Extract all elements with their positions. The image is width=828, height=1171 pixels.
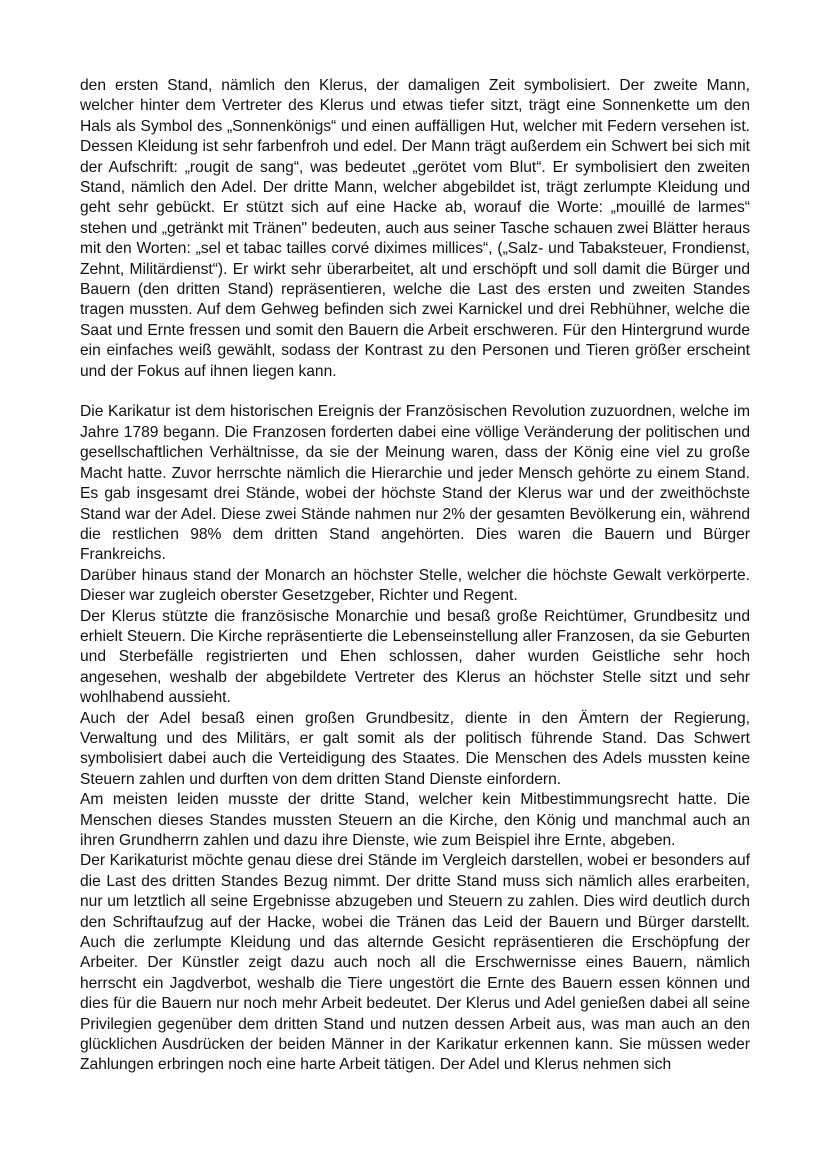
paragraph-description: den ersten Stand, nämlich den Klerus, der damaligen Zeit symbolisiert. Der zweite Mann, welcher hinter dem Vertreter des Klerus und etwas tiefer sitzt, trägt eine Sonnenkette um den Hals als Symbol des „Sonnenkönigs“ und einen auffälligen Hut, welcher mit Federn versehen ist. Dessen Kleidung ist sehr farbenfroh und edel. Der Mann trägt außerdem ein Schwert bei sich mit der Aufschrift: „rougit de sang“, was bedeutet „gerötet vom Blut“. Er symbolisiert den zweiten Stand, nämlich den Adel. Der dritte Mann, welcher abgebildet ist, trägt zerlumpte Kleidung und geht sehr gebückt. Er stützt sich auf eine Hacke ab, worauf die Worte: „mouillé de larmes“ stehen und „getränkt mit Tränen" bedeuten, auch aus seiner Tasche schauen zwei Blätter heraus mit den Worten: „sel et tabac tailles corvé diximes millices“, („Salz- und Tabaksteuer, Frondienst, Zehnt, Militärdienst“). Er wirkt sehr überarbeitet, alt und erschöpft und soll damit die Bürger und Bauern (den dritten Stand) repräsentieren, welche die Last des ersten und zweiten Standes tragen mussten. Auf dem Gehweg befinden sich zwei Karnickel und drei Rebhühner, welche die Saat und Ernte fressen und somit den Bauern die Arbeit erschweren. Für den Hintergrund wurde ein einfaches weiß gewählt, sodass der Kontrast zu den Personen und Tieren größer erscheint und der Fokus auf ihnen liegen kann. <box>80 77 750 380</box>
paragraph-interpretation: Der Karikaturist möchte genau diese drei Stände im Vergleich darstellen, wobei er besonders auf die Last des dritten Standes Bezug nimmt. Der dritte Stand muss sich nämlich alles erarbeiten, nur um letztlich all seine Ergebnisse abzugeben und Steuern zu zahlen. Dies wird deutlich durch den Schriftaufzug auf der Hacke, wobei die Tränen das Leid der Bauern und Bürger darstellt. Auch die zerlumpte Kleidung und das alternde Gesicht repräsentieren die Erschöpfung der Arbeiter. Der Künstler zeigt dazu auch noch all die Erschwernisse eines Bauern, nämlich herrscht ein Jagdverbot, weshalb die Tiere ungestört die Ernte des Bauern essen können und dies für die Bauern nur noch mehr Arbeit bedeutet. Der Klerus und Adel genießen dabei all seine Privilegien gegenüber dem dritten Stand und nutzen dessen Arbeit aus, was man auch an den glücklichen Ausdrücken der beiden Männer in der Karikatur erkennen kann. Sie müssen weder Zahlungen erbringen noch eine harte Arbeit tätigen. Der Adel und Klerus nehmen sich <box>80 852 750 1074</box>
paragraph-historical-context: Die Karikatur ist dem historischen Ereignis der Französischen Revolution zuzuordnen, welche im Jahre 1789 begann. Die Franzosen forderten dabei eine völlige Veränderung der politischen und gesellschaftlichen Verhältnisse, da sie der Meinung waren, dass der König eine viel zu große Macht hatte. Zuvor herrschte nämlich die Hierarchie und jeder Mensch gehörte zu einem Stand. Es gab insgesamt drei Stände, wobei der höchste Stand der Klerus war und der zweithöchste Stand war der Adel. Diese zwei Stände nahmen nur 2% der gesamten Bevölkerung ein, während die restlichen 98% dem dritten Stand angehörten. Dies waren die Bauern und Bürger Frankreichs. <box>80 403 750 564</box>
paragraph-monarch: Darüber hinaus stand der Monarch an höchster Stelle, welcher die höchste Gewalt verkörperte. Dieser war zugleich oberster Gesetzgeber, Richter und Regent. <box>80 566 750 605</box>
paragraph-nobility: Auch der Adel besaß einen großen Grundbesitz, diente in den Ämtern der Regierung, Verwaltung und des Militärs, er galt somit als der politisch führende Stand. Das Schwert symbolisiert dabei auch die Verteidigung des Staates. Die Menschen des Adels mussten keine Steuern zahlen und durften von dem dritten Stand Dienste einfordern. <box>80 709 750 788</box>
paragraph-clergy: Der Klerus stützte die französische Monarchie und besaß große Reichtümer, Grundbesitz und erhielt Steuern. Die Kirche repräsentierte die Lebenseinstellung aller Franzosen, da sie Geburten und Sterbefälle registrierten und Ehen schlossen, daher wurden Geistliche sehr hoch angesehen, weshalb der abgebildete Vertreter des Klerus an höchster Stelle sitzt und sehr wohlhabend aussieht. <box>80 607 750 707</box>
paragraph-third-estate: Am meisten leiden musste der dritte Stand, welcher kein Mitbestimmungsrecht hatte. Die Menschen dieses Standes mussten Steuern an die Kirche, den König und manchmal auch an ihren Grundherrn zahlen und dazu ihre Dienste, wie zum Beispiel ihre Ernte, abgeben. <box>80 791 750 850</box>
document-page <box>80 76 750 1076</box>
